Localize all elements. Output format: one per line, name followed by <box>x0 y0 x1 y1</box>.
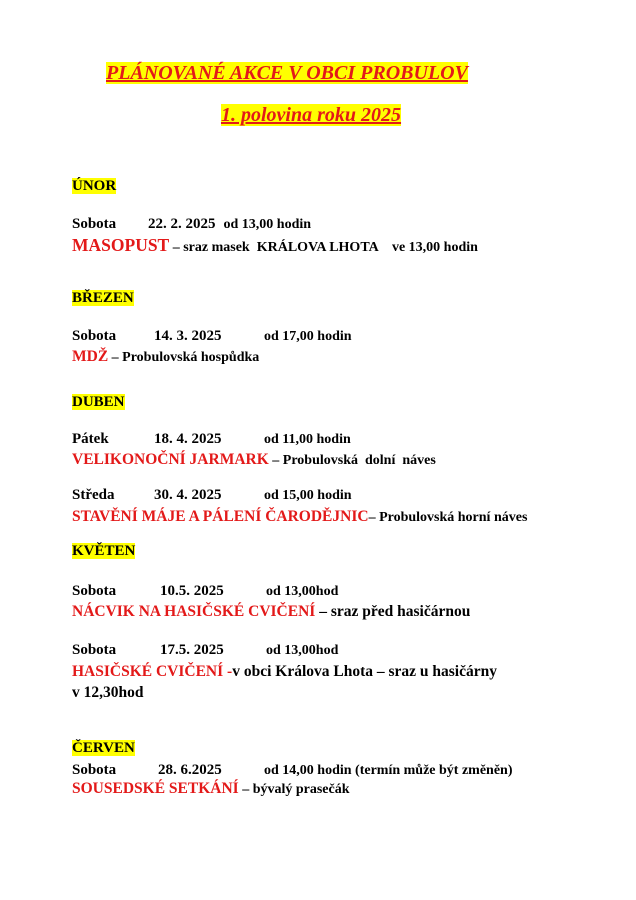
event-time: od 15,00 hodin <box>264 488 352 503</box>
event-date-line <box>72 216 612 233</box>
event-time: od 14,00 hodin (termín může být změněn) <box>264 763 513 778</box>
event-detail: sraz před hasičárnou <box>330 603 471 620</box>
month-heading: ČERVEN <box>72 740 135 756</box>
event-detail: Probulovská dolní náves <box>282 453 436 468</box>
event-line <box>72 663 497 681</box>
event-date: 28. 6.2025 <box>158 762 222 778</box>
event-date-line <box>72 328 352 345</box>
event-name: VELIKONOČNÍ JARMARK <box>72 451 269 468</box>
event-detail: bývalý prasečák <box>252 782 350 797</box>
event-date-line <box>72 583 338 600</box>
event-day: Sobota <box>72 762 117 778</box>
month-heading: KVĚTEN <box>72 543 136 559</box>
event-time: od 13,00hod <box>266 584 339 599</box>
event-detail-continued: v 12,30hod <box>72 684 144 701</box>
event-day: Sobota <box>72 583 117 599</box>
event-time: od 11,00 hodin <box>264 432 351 447</box>
month-heading: DUBEN <box>72 394 125 410</box>
event-date-line <box>72 762 513 779</box>
event-day: Sobota <box>72 328 117 344</box>
event-date: 18. 4. 2025 <box>154 431 222 447</box>
event-line: MDŽ – Probulovská hospůdka <box>72 348 260 365</box>
event-name: STAVĚNÍ MÁJE A PÁLENÍ ČARODĚJNIC <box>72 508 369 525</box>
event-name: NÁCVIK NA HASIČSKÉ CVIČENÍ <box>72 603 316 620</box>
event-date: 30. 4. 2025 <box>154 487 222 503</box>
event-date: 17.5. 2025 <box>160 642 224 658</box>
event-line: VELIKONOČNÍ JARMARK – Probulovská dolní náves <box>72 451 436 468</box>
event-detail: Probulovská hospůdka <box>122 350 260 365</box>
event-name: SOUSEDSKÉ SETKÁNÍ <box>72 780 239 797</box>
month-heading: ÚNOR <box>72 178 117 194</box>
event-date: 22. 2. 2025 <box>148 216 216 232</box>
event-line: STAVĚNÍ MÁJE A PÁLENÍ ČARODĚJNIC– Probulovská horní náves <box>72 508 528 525</box>
event-detail: sraz masek KRÁLOVA LHOTA ve 13,00 hodin <box>183 240 478 255</box>
event-line: SOUSEDSKÉ SETKÁNÍ – bývalý prasečák <box>72 780 350 797</box>
event-time: od 13,00hod <box>266 643 339 658</box>
event-time: od 13,00 hodin <box>223 217 312 232</box>
event-line: NÁCVIK NA HASIČSKÉ CVIČENÍ – sraz před hasičárnou <box>72 603 471 620</box>
event-day: Sobota <box>72 642 117 658</box>
event-date-line <box>72 431 351 448</box>
page-title: PLÁNOVANÉ AKCE V OBCI PROBULOV <box>106 62 468 84</box>
event-name: HASIČSKÉ CVIČENÍ - <box>72 663 233 680</box>
event-date: 14. 3. 2025 <box>154 328 222 344</box>
event-line: MASOPUST – sraz masek KRÁLOVA LHOTA ve 13,00 hodin <box>72 235 478 255</box>
event-day: Pátek <box>72 431 109 447</box>
event-date: 10.5. 2025 <box>160 583 224 599</box>
event-date-line <box>72 642 338 659</box>
event-detail: v obci Králova Lhota – sraz u hasičárny <box>232 663 497 680</box>
event-time: od 17,00 hodin <box>264 329 352 344</box>
event-day: Sobota <box>72 216 117 232</box>
event-name: MASOPUST <box>72 235 170 255</box>
event-day: Středa <box>72 487 115 503</box>
event-name: MDŽ <box>72 348 109 365</box>
event-date-line <box>72 487 352 504</box>
event-detail: Probulovská horní náves <box>379 510 528 525</box>
month-heading: BŘEZEN <box>72 290 134 306</box>
page-subtitle: 1. polovina roku 2025 <box>221 104 402 126</box>
